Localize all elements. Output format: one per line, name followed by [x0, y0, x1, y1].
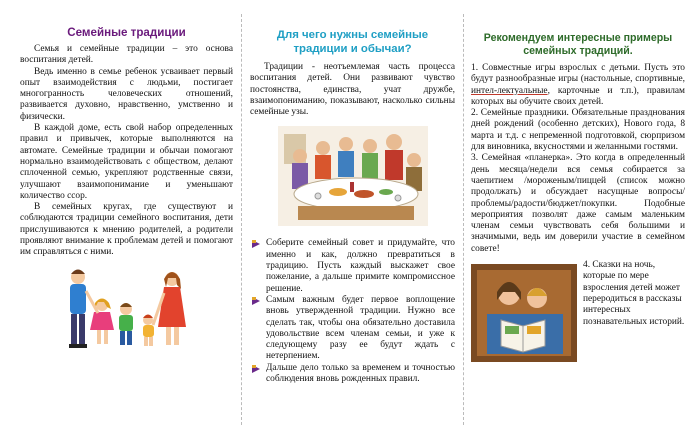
example-item: 3. Семейная «планерка». Это когда в определенный день месяца/недели вся семья собирается за чаепитием /мороженым/пиццей (список можно продолжать) и обсуждает насущные вопросы/проблемы/радости/бюджет/покупки. Подобные мероприятия позволят даже самым маленьким членам семьи чувствовать себя большими и значимыми, ведь им доверили участие в семейном совете!	[471, 153, 685, 254]
bullet-arrow-icon	[252, 240, 260, 248]
paragraph: Семья и семейные традиции – это основа воспитания детей.	[20, 44, 233, 66]
bullet-arrow-icon	[252, 365, 260, 373]
family-illustration	[60, 265, 190, 357]
column-examples	[471, 0, 685, 439]
example-item: 2. Семейные праздники. Обязательные празднования дней рождений (особенно детских), Нового года, 8 марта и т.д. с непременной подготовкой, сюрпризом для виновника, вкусностями и желанными гостями.	[471, 108, 685, 153]
example-item: 4. Сказки на ночь, которые по мере взросления детей может переродиться в рассказы интересных познавательных историй.	[583, 260, 685, 327]
column-family-traditions	[20, 0, 233, 439]
paragraph: В каждой доме, есть свой набор определенных правил и привычек, которые выполняются на автомате. Семейные традиции и обычаи помогают нормально взаимодействовать с обществом, делают сплоченной семью, укрепляют родственные связи, улучшают взаимопонимание и уменьшают количество ссор.	[20, 123, 233, 201]
intro-paragraph: Традиции - неотъемлемая часть процесса воспитания детей. Они развивают чувство постоянства, единства, учат дружбе, взаимопониманию, показывают, насколько сильны семейные узы.	[250, 62, 455, 118]
heading-why-traditions: Для чего нужны семейные традиции и обычаи?	[276, 29, 429, 55]
paragraph: В семейных кругах, где существуют и соблюдаются традиции семейного воспитания, дети прислушиваются к мнению родителей, а родители проявляют внимание к проблемам детей и помогают им справляться с ними.	[20, 202, 233, 258]
heading-examples: Рекомендуем интересные примеры семейных традиций.	[483, 32, 673, 57]
family-dinner-illustration	[278, 126, 428, 226]
column-divider	[241, 14, 242, 425]
bullet-arrow-icon	[252, 297, 260, 305]
example-item: 1. Совместные игры взрослых с детьми. Пусть это будут разнообразные игры (настольные, спортивные, интел-лектуальные, карточные и т.п.), правилам которых вы обучите своих детей.	[471, 63, 685, 107]
bedtime-reading-illustration	[471, 264, 577, 362]
column-why-traditions	[250, 0, 455, 439]
list-item: Самым важным будет первое воплощение вновь утвержденной традиции. Нужно все сделать так, чтобы она обязательно доставила удовольствие всем членам семьи, и уже к следующему разу ее будут ждать с нетерпением.	[250, 295, 455, 363]
list-item: Дальше дело только за временем и точностью соблюдения вновь рожденных правил.	[250, 363, 455, 386]
list-item: Соберите семейный совет и придумайте, что именно и как, должно превратиться в традицию. Пусть каждый выскажет свое пожелание, а дальше примите компромиссное решение.	[250, 238, 455, 294]
heading-family-traditions: Семейные традиции	[67, 26, 186, 39]
column-divider	[463, 14, 464, 425]
paragraph: Ведь именно в семье ребенок усваивает первый опыт взаимодействия с людьми, постигает многогранность человеческих отношений, развивается духовно, нравственно, умственно и физически.	[20, 66, 233, 122]
